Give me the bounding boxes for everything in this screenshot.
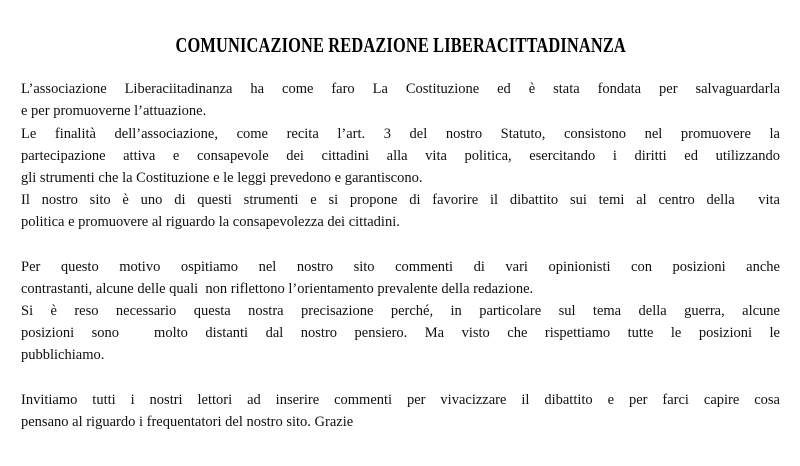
page-title-text: COMUNICAZIONE REDAZIONE LIBERACITTADINANZA bbox=[175, 33, 626, 57]
paragraph bbox=[21, 389, 780, 433]
text-line: partecipazione attiva e consapevole dei cittadini alla vita politica, esercitando i diritti ed utilizzando bbox=[21, 147, 780, 164]
text-line: contrastanti, alcune delle quali non riflettono l’orientamento prevalente della redazione. bbox=[21, 280, 534, 297]
text-line: pensano al riguardo i frequentatori del nostro sito. Grazie bbox=[21, 414, 354, 431]
text-line: pubblichiamo. bbox=[21, 347, 105, 364]
text-line: Si è reso necessario questa nostra precisazione perché, in particolare sul tema della guerra, alcune bbox=[21, 303, 780, 320]
paragraph bbox=[21, 78, 780, 233]
text-line: L’associazione Liberaciitadinanza ha come faro La Costituzione ed è stata fondata per salvaguardarla bbox=[21, 81, 780, 98]
text-line: gli strumenti che la Costituzione e le leggi prevedono e garantiscono. bbox=[21, 169, 423, 186]
text-line: politica e promuovere al riguardo la consapevolezza dei cittadini. bbox=[21, 214, 400, 231]
text-line: Il nostro sito è uno di questi strumenti e si propone di favorire il dibattito sui temi al centro della vita bbox=[21, 192, 780, 209]
text-line: Invitiamo tutti i nostri lettori ad inserire commenti per vivacizzare il dibattito e per farci capire cosa bbox=[21, 391, 780, 408]
text-line: e per promuoverne l’attuazione. bbox=[21, 103, 207, 120]
text-line: Per questo motivo ospitiamo nel nostro sito commenti di vari opinionisti con posizioni anche bbox=[21, 258, 780, 275]
paragraph bbox=[21, 256, 780, 367]
page-title bbox=[21, 34, 780, 56]
document-body bbox=[21, 78, 780, 433]
text-line: posizioni sono molto distanti dal nostro pensiero. Ma visto che rispettiamo tutte le posizioni le bbox=[21, 325, 780, 342]
text-line: Le finalità dell’associazione, come recita l’art. 3 del nostro Statuto, consistono nel promuovere la bbox=[21, 125, 780, 142]
